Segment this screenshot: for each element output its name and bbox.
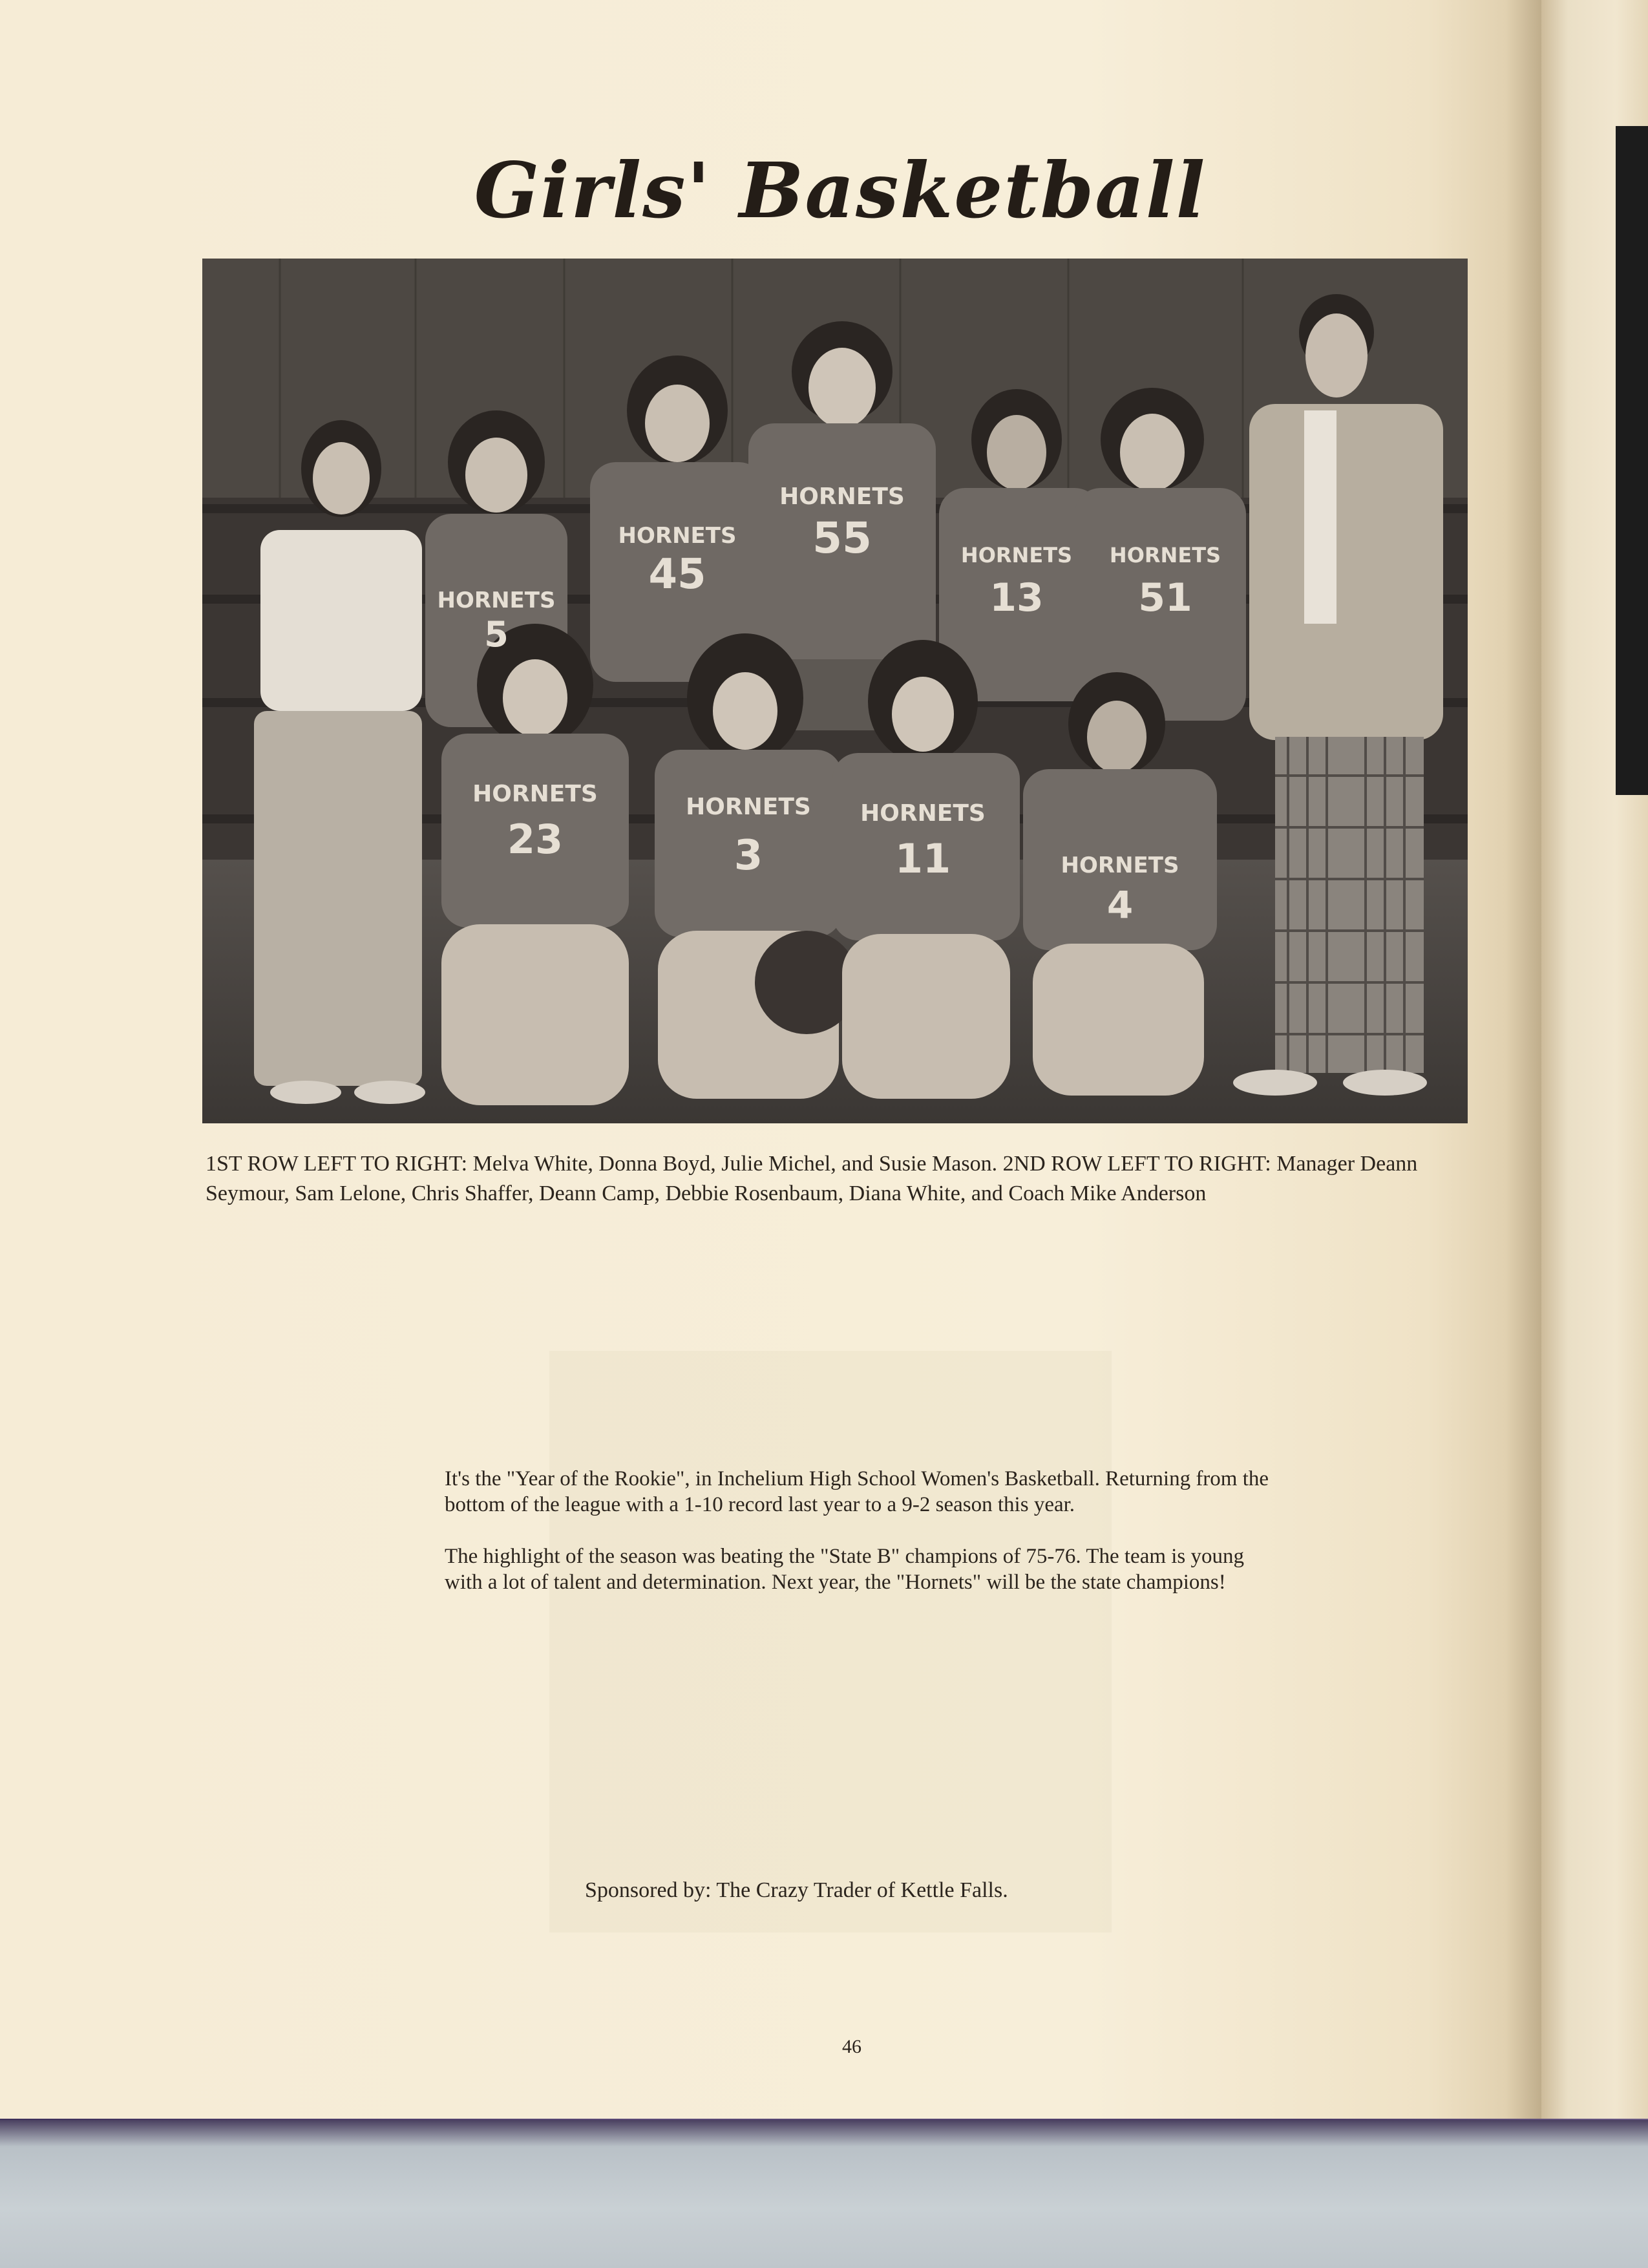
jersey-number: 4 [1106,883,1134,927]
article-paragraph: It's the "Year of the Rookie", in Inchelium High School Women's Basketball. Returning from the bottom of the league with a 1-10 record last year to a 9-2 season this year. [445,1467,1269,1516]
page-number: 46 [842,2036,861,2057]
jersey-team-text: HORNETS [779,483,905,510]
faint-background-shape [549,1351,1112,1933]
jersey-team-text: HORNETS [960,543,1073,567]
jersey-team-text: HORNETS [472,781,598,807]
jersey-number: 5 [484,614,509,655]
scanner-bed [0,2120,1648,2268]
jersey-team-text: HORNETS [1109,543,1221,567]
facing-page-dark-mark [1616,126,1648,795]
photo-caption: 1ST ROW LEFT TO RIGHT: Melva White, Donna Boyd, Julie Michel, and Susie Mason. 2ND ROW LEFT TO RIGHT: Manager Deann Seymour, Sam Lelone, Chris Shaffer, Deann Camp, Debbie Rosenbaum, Diana White, and Coach Mike Anderson [206,1152,1418,1205]
page-title: Girls' Basketball [474,145,1207,235]
jersey-number: 11 [894,835,951,882]
jersey-team-text: HORNETS [860,800,986,827]
team-photo [202,259,1468,1123]
jersey-team-text: HORNETS [1061,853,1179,878]
article-body [445,1466,1285,1621]
jersey-team-text: HORNETS [618,523,737,549]
jersey-number: 51 [1138,575,1192,620]
sponsor-line: Sponsored by: The Crazy Trader of Kettle Falls. [585,1878,1008,1902]
article-paragraph: The highlight of the season was beating the "State B" champions of 75-76. The team is young with a lot of talent and determination. Next year, the "Hornets" will be the state champions! [445,1545,1245,1594]
jersey-number: 23 [507,816,564,863]
jersey-team-text: HORNETS [686,794,811,820]
jersey-number: 3 [734,832,763,880]
jersey-number: 13 [989,575,1044,620]
jersey-number: 45 [648,551,706,599]
jersey-number: 55 [812,513,872,563]
jersey-team-text: HORNETS [437,588,556,613]
